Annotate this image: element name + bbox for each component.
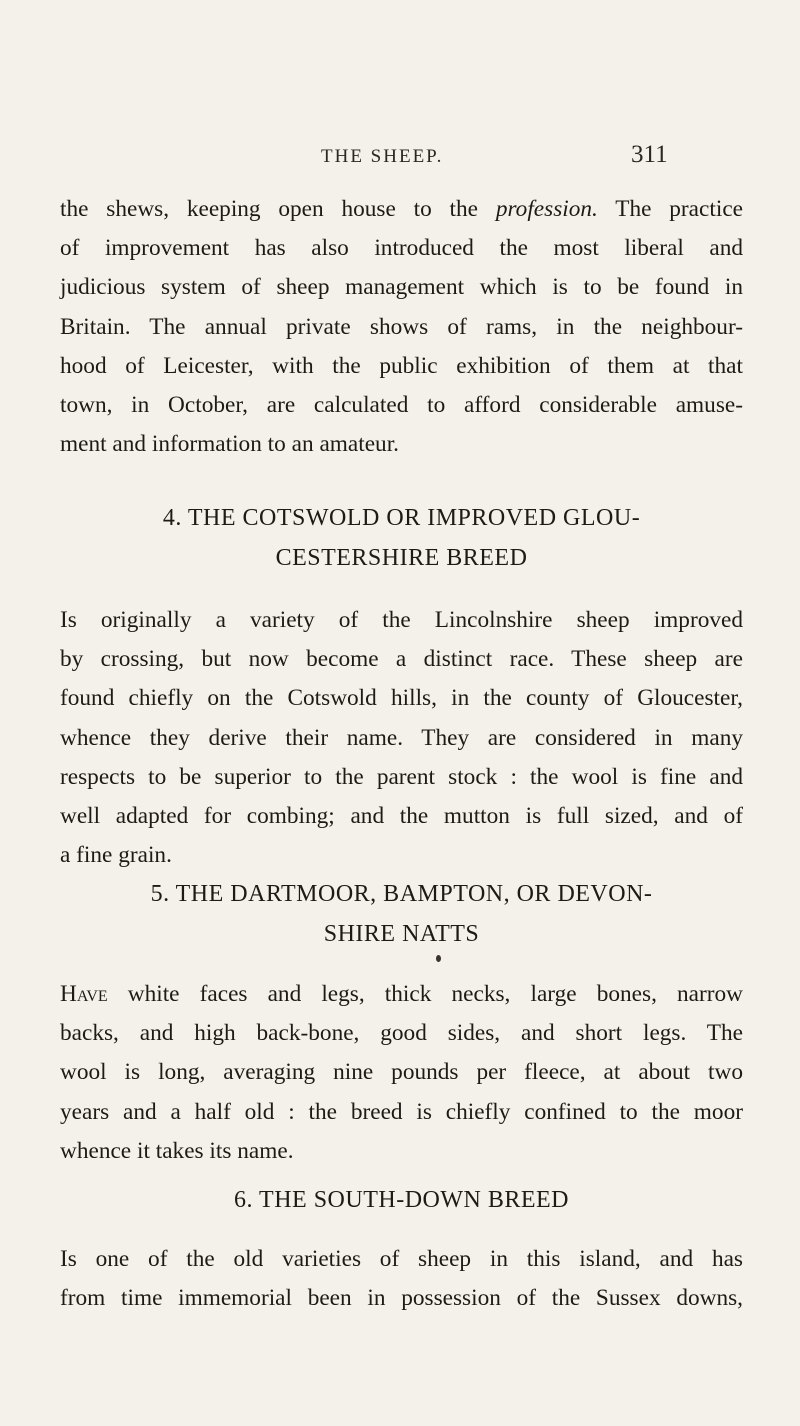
intro-line-7: ment and information to an amateur. [60,431,399,458]
intro-line-1-end: The practice [597,196,743,222]
southdown-paragraph [60,1240,743,1318]
cotswold-line-7: a fine grain. [60,842,172,869]
italic-profession: profession. [495,196,598,222]
running-title: THE SHEEP. [321,146,444,167]
cotswold-line-2: by crossing, but now become a distinct race. These sheep are [60,646,743,673]
dartmoor-line-5: whence it takes its name. [60,1137,294,1164]
dartmoor-line-2: backs, and high back-bone, good sides, and short legs. The [60,1020,743,1047]
cotswold-heading-line-1: 4. THE COTSWOLD OR IMPROVED GLOU- [162,505,641,531]
intro-paragraph [60,190,743,464]
cotswold-heading [60,498,743,578]
southdown-line-1: Is one of the old varieties of sheep in this island, and has [60,1246,743,1272]
intro-line-1-start: the shews, keeping open house to the [60,196,496,222]
cotswold-paragraph [60,601,743,875]
dartmoor-paragraph [60,975,743,1171]
dartmoor-line-4: years and a half old : the breed is chiefly confined to the moor [60,1098,743,1125]
cotswold-line-5: respects to be superior to the parent stock : the wool is fine and [60,763,743,790]
running-head [0,141,800,176]
cotswold-line-3: found chiefly on the Cotswold hills, in the county of Gloucester, [60,685,743,712]
intro-line-5: hood of Leicester, with the public exhibition of them at that [60,352,743,379]
dartmoor-lead-word: Have [60,981,108,1007]
page-number: 311 [631,141,668,168]
southdown-line-2: from time immemorial been in possession of the Sussex downs, [60,1285,743,1312]
dartmoor-heading-line-1: 5. THE DARTMOOR, BAMPTON, OR DEVON- [150,881,653,907]
southdown-heading [60,1180,743,1220]
intro-line-3: judicious system of sheep management which is to be found in [60,274,743,301]
dartmoor-heading [60,874,743,954]
cotswold-line-1: Is originally a variety of the Lincolnshire sheep improved [60,607,743,633]
dartmoor-heading-line-2: SHIRE NATTS [323,921,480,947]
dartmoor-line-1-rest: white faces and legs, thick necks, large bones, narrow [107,981,743,1007]
dartmoor-line-1 [60,975,743,1014]
cotswold-line-4: whence they derive their name. They are considered in many [60,724,743,751]
dartmoor-line-3: wool is long, averaging nine pounds per fleece, at about two [60,1059,743,1086]
ink-mark [436,955,441,962]
southdown-heading-line-1: 6. THE SOUTH-DOWN BREED [233,1187,570,1213]
intro-line-2: of improvement has also introduced the most liberal and [60,235,743,262]
cotswold-heading-line-2: CESTERSHIRE BREED [275,545,528,571]
intro-line-1 [60,190,743,229]
cotswold-line-6: well adapted for combing; and the mutton is full sized, and of [60,803,743,830]
intro-line-4: Britain. The annual private shows of rams, in the neighbour- [60,313,743,340]
intro-line-6: town, in October, are calculated to afford considerable amuse- [60,392,743,419]
